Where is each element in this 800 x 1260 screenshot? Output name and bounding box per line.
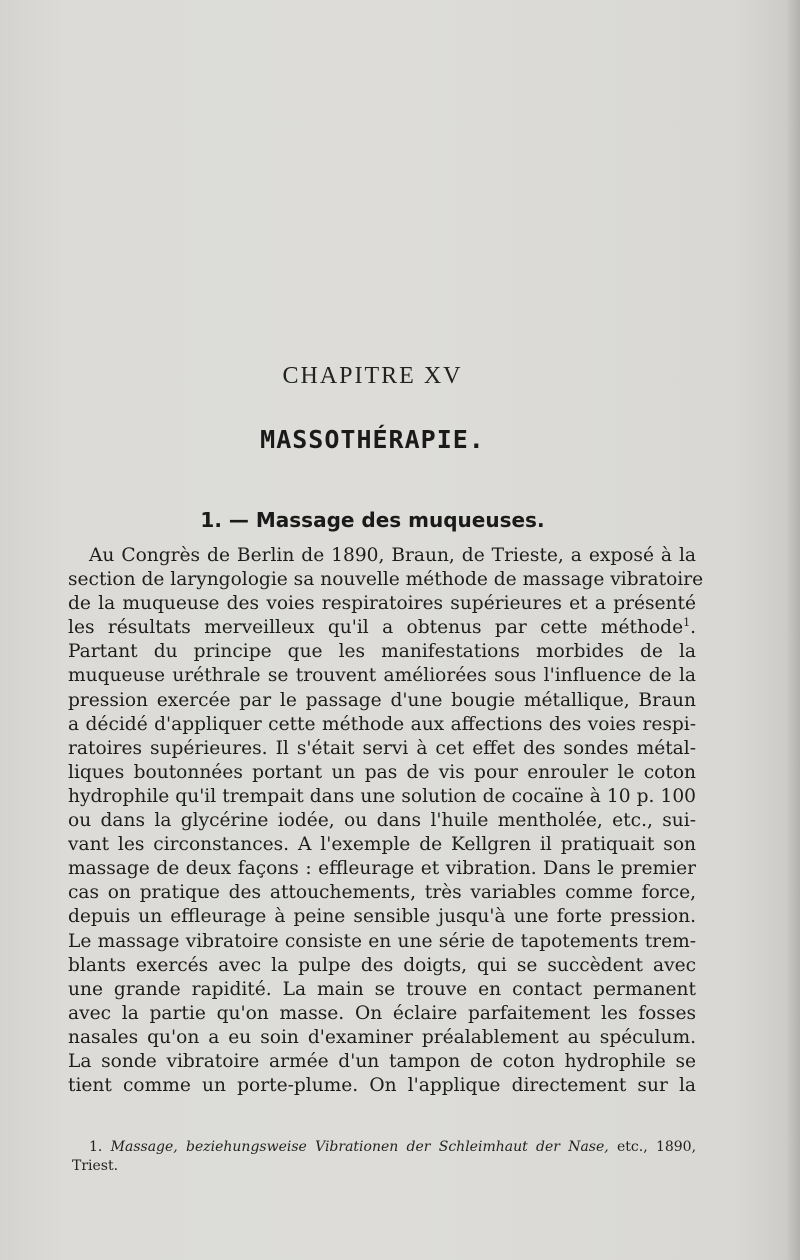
text-line: de la muqueuse des voies respiratoires supérieures et a présenté <box>68 593 696 615</box>
body-paragraph <box>68 544 704 1098</box>
text-line: ou dans la glycérine iodée, ou dans l'huile mentholée, etc., sui- <box>68 810 696 832</box>
text-line: Au Congrès de Berlin de 1890, Braun, de Trieste, a exposé à la <box>89 545 696 566</box>
page-edge-shadow <box>786 0 800 1260</box>
text-line: Partant du principe que les manifestations morbides de la <box>68 641 696 663</box>
text-line: une grande rapidité. La main se trouve en contact permanent <box>68 978 696 1000</box>
text-line: nasales qu'on a eu soin d'examiner préalablement au spéculum. <box>68 1026 696 1048</box>
text-line: les résultats merveilleux qu'il a obtenus par cette méthode <box>68 617 684 639</box>
footnote-reference[interactable]: 1 <box>683 616 691 630</box>
chapter-title: CHAPITRE XV <box>282 363 463 389</box>
footnote-number: 1. <box>89 1139 103 1155</box>
chapter-heading: MASSOTHÉRAPIE. <box>260 425 485 454</box>
text-line: La sonde vibratoire armée d'un tampon de coton hydrophile se <box>68 1050 696 1072</box>
text-line: tient comme un porte-plume. On l'applique directement sur la <box>68 1075 696 1097</box>
text-line: a décidé d'appliquer cette méthode aux affections des voies respi- <box>68 713 696 735</box>
section-heading: 1. — Massage des muqueuses. <box>200 508 545 532</box>
text-line: blants exercés avec la pulpe des doigts, qui se succèdent avec <box>68 954 696 976</box>
text-line: Le massage vibratoire consiste en une série de tapotements trem- <box>68 930 696 952</box>
text-line: pression exercée par le passage d'une bougie métallique, Braun <box>68 689 696 711</box>
text-line: hydrophile qu'il trempait dans une solution de cocaïne à 10 p. 100 <box>68 785 696 807</box>
footnote-rest: etc., 1890, <box>617 1139 697 1155</box>
text-line: cas on pratique des attouchements, très variables comme force, <box>68 882 696 904</box>
footnote-ref-punct: . <box>690 617 696 639</box>
footnote-place: Triest. <box>72 1158 119 1174</box>
text-line-with-footnote <box>68 616 696 640</box>
text-line: avec la partie qu'on masse. On éclaire parfaitement les fosses <box>68 1002 696 1024</box>
text-line: vant les circonstances. A l'exemple de Kellgren il pratiquait son <box>68 834 696 856</box>
text-line: liques boutonnées portant un pas de vis pour enrouler le coton <box>68 761 696 783</box>
text-line: depuis un effleurage à peine sensible jusqu'à une forte pression. <box>68 906 696 928</box>
text-line: muqueuse uréthrale se trouvent améliorées sous l'influence de la <box>68 665 696 687</box>
footnote-title: Massage, beziehungsweise Vibrationen der Schleimhaut der Nase, <box>110 1139 609 1155</box>
text-line: ratoires supérieures. Il s'était servi à cet effet des sondes métal- <box>68 737 696 759</box>
footnote-line-1 <box>72 1138 696 1157</box>
text-line: section de laryngologie sa nouvelle méthode de massage vibratoire <box>68 569 704 591</box>
footnote <box>72 1138 696 1176</box>
text-line: massage de deux façons : effleurage et vibration. Dans le premier <box>68 858 696 880</box>
